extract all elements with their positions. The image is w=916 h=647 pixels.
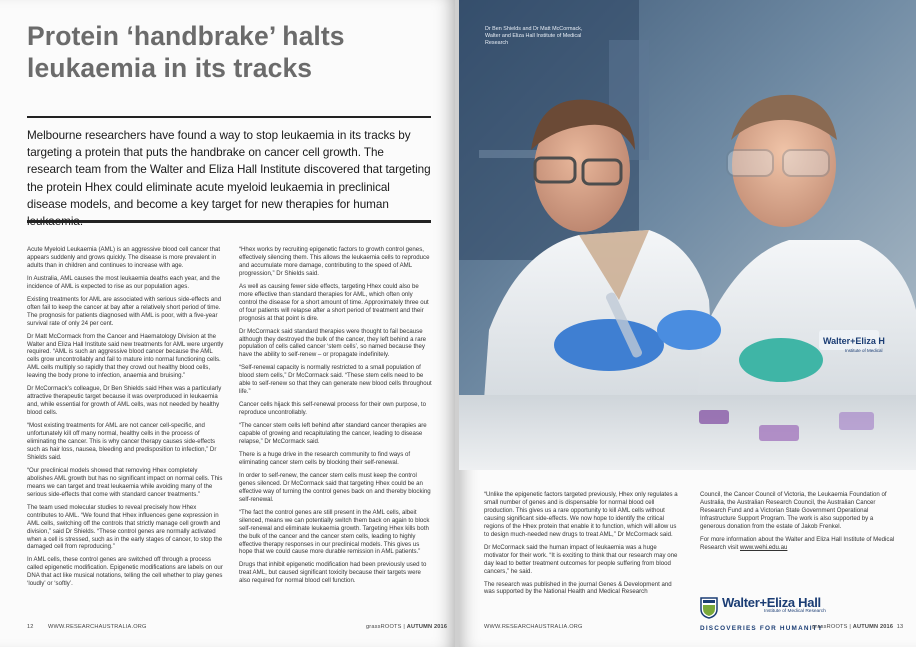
body-column-4 (700, 491, 895, 557)
paragraph: “Self-renewal capacity is normally restricted to a small population of blood stem cells,” Dr McCormack said. “These stem cells need to be able to self-renew so that they can generate new blood cells throughout life.” (239, 364, 432, 396)
wehi-shield-icon (700, 597, 718, 619)
body-column-1 (27, 246, 224, 593)
wehi-logo-sub: Institute of Medical Research (764, 609, 826, 614)
left-footer-url: WWW.RESEARCHAUSTRALIA.ORG (48, 624, 147, 630)
paragraph: Dr Matt McCormack from the Cancer and Haematology Division at the Walter and Eliza Hall Institute said new treatments for AML were urgently required. “AML is such an aggressive blood cancer because the AML cells grow uncontrollably and fail to mature into normal functioning cells. AML cells multiply so rapidly that they crowd out healthy blood cells, leaving the body prone to infection, anaemia and bruising.” (27, 332, 224, 380)
paragraph: “Most existing treatments for AML are not cancer cell-specific, and unfortunately kill off many normal, healthy cells in the process of eliminating the cancer. This is why cancer therapy causes side-effects such as hair loss, nausea, bleeding and predisposition to infection,” Dr Shields said. (27, 422, 217, 461)
paragraph: As well as causing fewer side effects, targeting Hhex could also be more effective than standard therapies for AML, which often only control the disease for a short amount of time. Approximately three out of four patients will relapse after a short period of treatment and their prognosis at that point is dire. (239, 282, 429, 322)
paragraph: The team used molecular studies to reveal precisely how Hhex contributes to AML. “We found that Hhex influences gene expression in AML cells, switching off the controls that strictly manage cell growth and division,” said Dr Shields. “These control genes are normally activated when a cell is stressed, such as in the early stages of cancer, to stop the damaged cell from reproducing.” (27, 503, 223, 551)
magazine-name: grassROOTS (366, 624, 402, 630)
blue-glove-left (554, 319, 664, 371)
paragraph: In Australia, AML causes the most leukaemia deaths each year, and the incidence of AML is expected to rise as our population ages. (27, 274, 220, 290)
researchers-photo (459, 0, 916, 470)
right-footer-magazine: grassROOTS | AUTUMN 2016 13 (812, 624, 904, 630)
paragraph: There is a huge drive in the research community to find ways of eliminating cancer stem cells by blocking their self-renewal. (239, 450, 411, 466)
paragraph: Cancer cells hijack this self-renewal process for their own purpose, to reproduce uncontrollably. (239, 401, 426, 417)
paragraph: “Unlike the epigenetic factors targeted previously, Hhex only regulates a small number of genes and is dispensable for normal blood cell production. This gives us a rare opportunity to kill AML cells without causing significant side-effects. We now hope to identify the critical regions of the Hhex protein that enable it to function, which will allow us to design much-needed new drugs to treat AML,” Dr McCormack said. (484, 491, 678, 538)
paragraph: “Our preclinical models showed that removing Hhex completely abolishes AML growth but has no significant impact on normal cells. This means we can target and treat leukaemia while avoiding many of the serious side-effects that come with standard cancer treatments.” (27, 466, 223, 498)
right-page-number: 13 (896, 624, 904, 630)
paragraph: The research was published in the journal Genes & Development and was supported by the National Health and Medical Research (484, 580, 672, 596)
paragraph: Council, the Cancer Council of Victoria, the Leukaemia Foundation of Australia, the Australian Research Council, the Australian Cancer Research Fund and a Victorian State Government Operational Infrastructure Support Program. The work is also supported by a generous donation from the estate of Jakob Frenkel. (700, 491, 887, 530)
left-page-number: 12 (27, 624, 34, 630)
issue-label: AUTUMN 2016 (852, 624, 894, 630)
paragraph: Dr McCormack’s colleague, Dr Ben Shields said Hhex was a particularly attractive therapeutic target because it was overproduced in leukaemia and, while essential for growth of AML cells, was not needed by healthy blood cells. (27, 385, 222, 417)
left-footer-magazine: grassROOTS | AUTUMN 2016 (366, 624, 448, 630)
issue-label: AUTUMN 2016 (406, 624, 448, 630)
article-intro: Melbourne researchers have found a way to stop leukaemia in its tracks by targeting a protein that puts the handbrake on cancer cell growth. The research team from the Walter and Eliza Hall Institute discovered that targeting the protein Hhex could eliminate acute myeloid leukaemia in preclinical disease models, and become a key target for new therapies for human (27, 129, 431, 211)
right-footer-url: WWW.RESEARCHAUSTRALIA.ORG (484, 624, 583, 630)
intro-top-rule (27, 116, 431, 118)
more-info-text: For more information about the Walter and Eliza Hall Institute of Medical Research visit (700, 535, 895, 551)
paragraph: Dr McCormack said the human impact of leukaemia was a huge motivator for their work. “It is exciting to think that our research may one day lead to better treatment outcomes for people suffering from blood cancers,” he said. (484, 543, 678, 575)
lab-bench (459, 395, 916, 470)
wehi-link[interactable]: www.wehi.edu.au (739, 543, 788, 551)
coat-logo-label: Walter+Eliza H (823, 336, 885, 346)
paragraph: Dr McCormack said standard therapies were thought to fail because although they destroyed the bulk of the cancer, they left behind a rare population of cells called cancer ‘stem cells’, so named because they have the ability to self-renew – or propagate indefinitely. (239, 327, 426, 359)
paragraph: Acute Myeloid Leukaemia (AML) is an aggressive blood cell cancer that appears suddenly and grows quickly. The disease is more prevalent in adults than in children and continues to increase with age. (27, 246, 221, 269)
photo-caption: Dr Ben Shields and Dr Matt McCormack, Walter and Eliza Hall Institute of Medical Research (485, 26, 583, 46)
wehi-logo-name: Walter+Eliza Hall (722, 595, 821, 610)
paragraph: “Hhex works by recruiting epigenetic factors to growth control genes, effectively silencing them. This allows the leukaemia cells to reproduce and accumulate more damage, contributing to the speed of AML progression,” Dr Shields said. (239, 246, 430, 277)
teal-glove-right (739, 338, 823, 382)
magazine-name: grassROOTS (812, 624, 848, 630)
body-column-3 (484, 491, 682, 601)
paragraph: Drugs that inhibit epigenetic modification had been previously used to treat AML, but caused significant toxicity because their targets were also required for normal blood cell function. (239, 561, 427, 585)
paragraph: Existing treatments for AML are associated with serious side-effects and often fail to keep the cancer at bay after a relatively short period of time. The prognosis for patients diagnosed with AML is poor, with a five-year survival rate of only 24 per cent. (27, 295, 222, 327)
more-info-paragraph (700, 536, 895, 552)
wehi-tagline: DISCOVERIES FOR HUMANITY (700, 625, 824, 632)
body-column-2 (239, 246, 432, 590)
coat-logo-sub: Institute of Medical (845, 348, 883, 353)
paragraph: In order to self-renew, the cancer stem cells must keep the control genes silenced. Dr McCormack said that targeting Hhex could be an effective way of turning the control genes back on and thereby blocking self-renewal. (239, 471, 431, 503)
article-headline: Protein ‘handbrake’ halts leukaemia in its tracks (27, 21, 345, 83)
paragraph: “The cancer stem cells left behind after standard cancer therapies are capable of growing and recapitulating the cancer, leading to disease relapse,” Dr McCormack said. (239, 422, 427, 446)
paragraph: In AML cells, these control genes are switched off through a process called epigenetic modification. Epigenetic modifications are labels on our DNA that act like musical notations, telling the cell whether to play genes ‘loudly’ or ‘softly’. (27, 556, 223, 588)
paragraph: “The fact the control genes are still present in the AML cells, albeit silenced, means we can potentially switch them back on again to block self-renewal and eliminate leukaemia growth. Targeting Hhex kills both the bulk of the cancer and the cancer stem cells, leading to highly effective therapy responses in our preclinical models. This gives us hope that we could cause more durable remission in AML patients.” (239, 508, 430, 556)
intro-bottom-rule (27, 220, 431, 223)
